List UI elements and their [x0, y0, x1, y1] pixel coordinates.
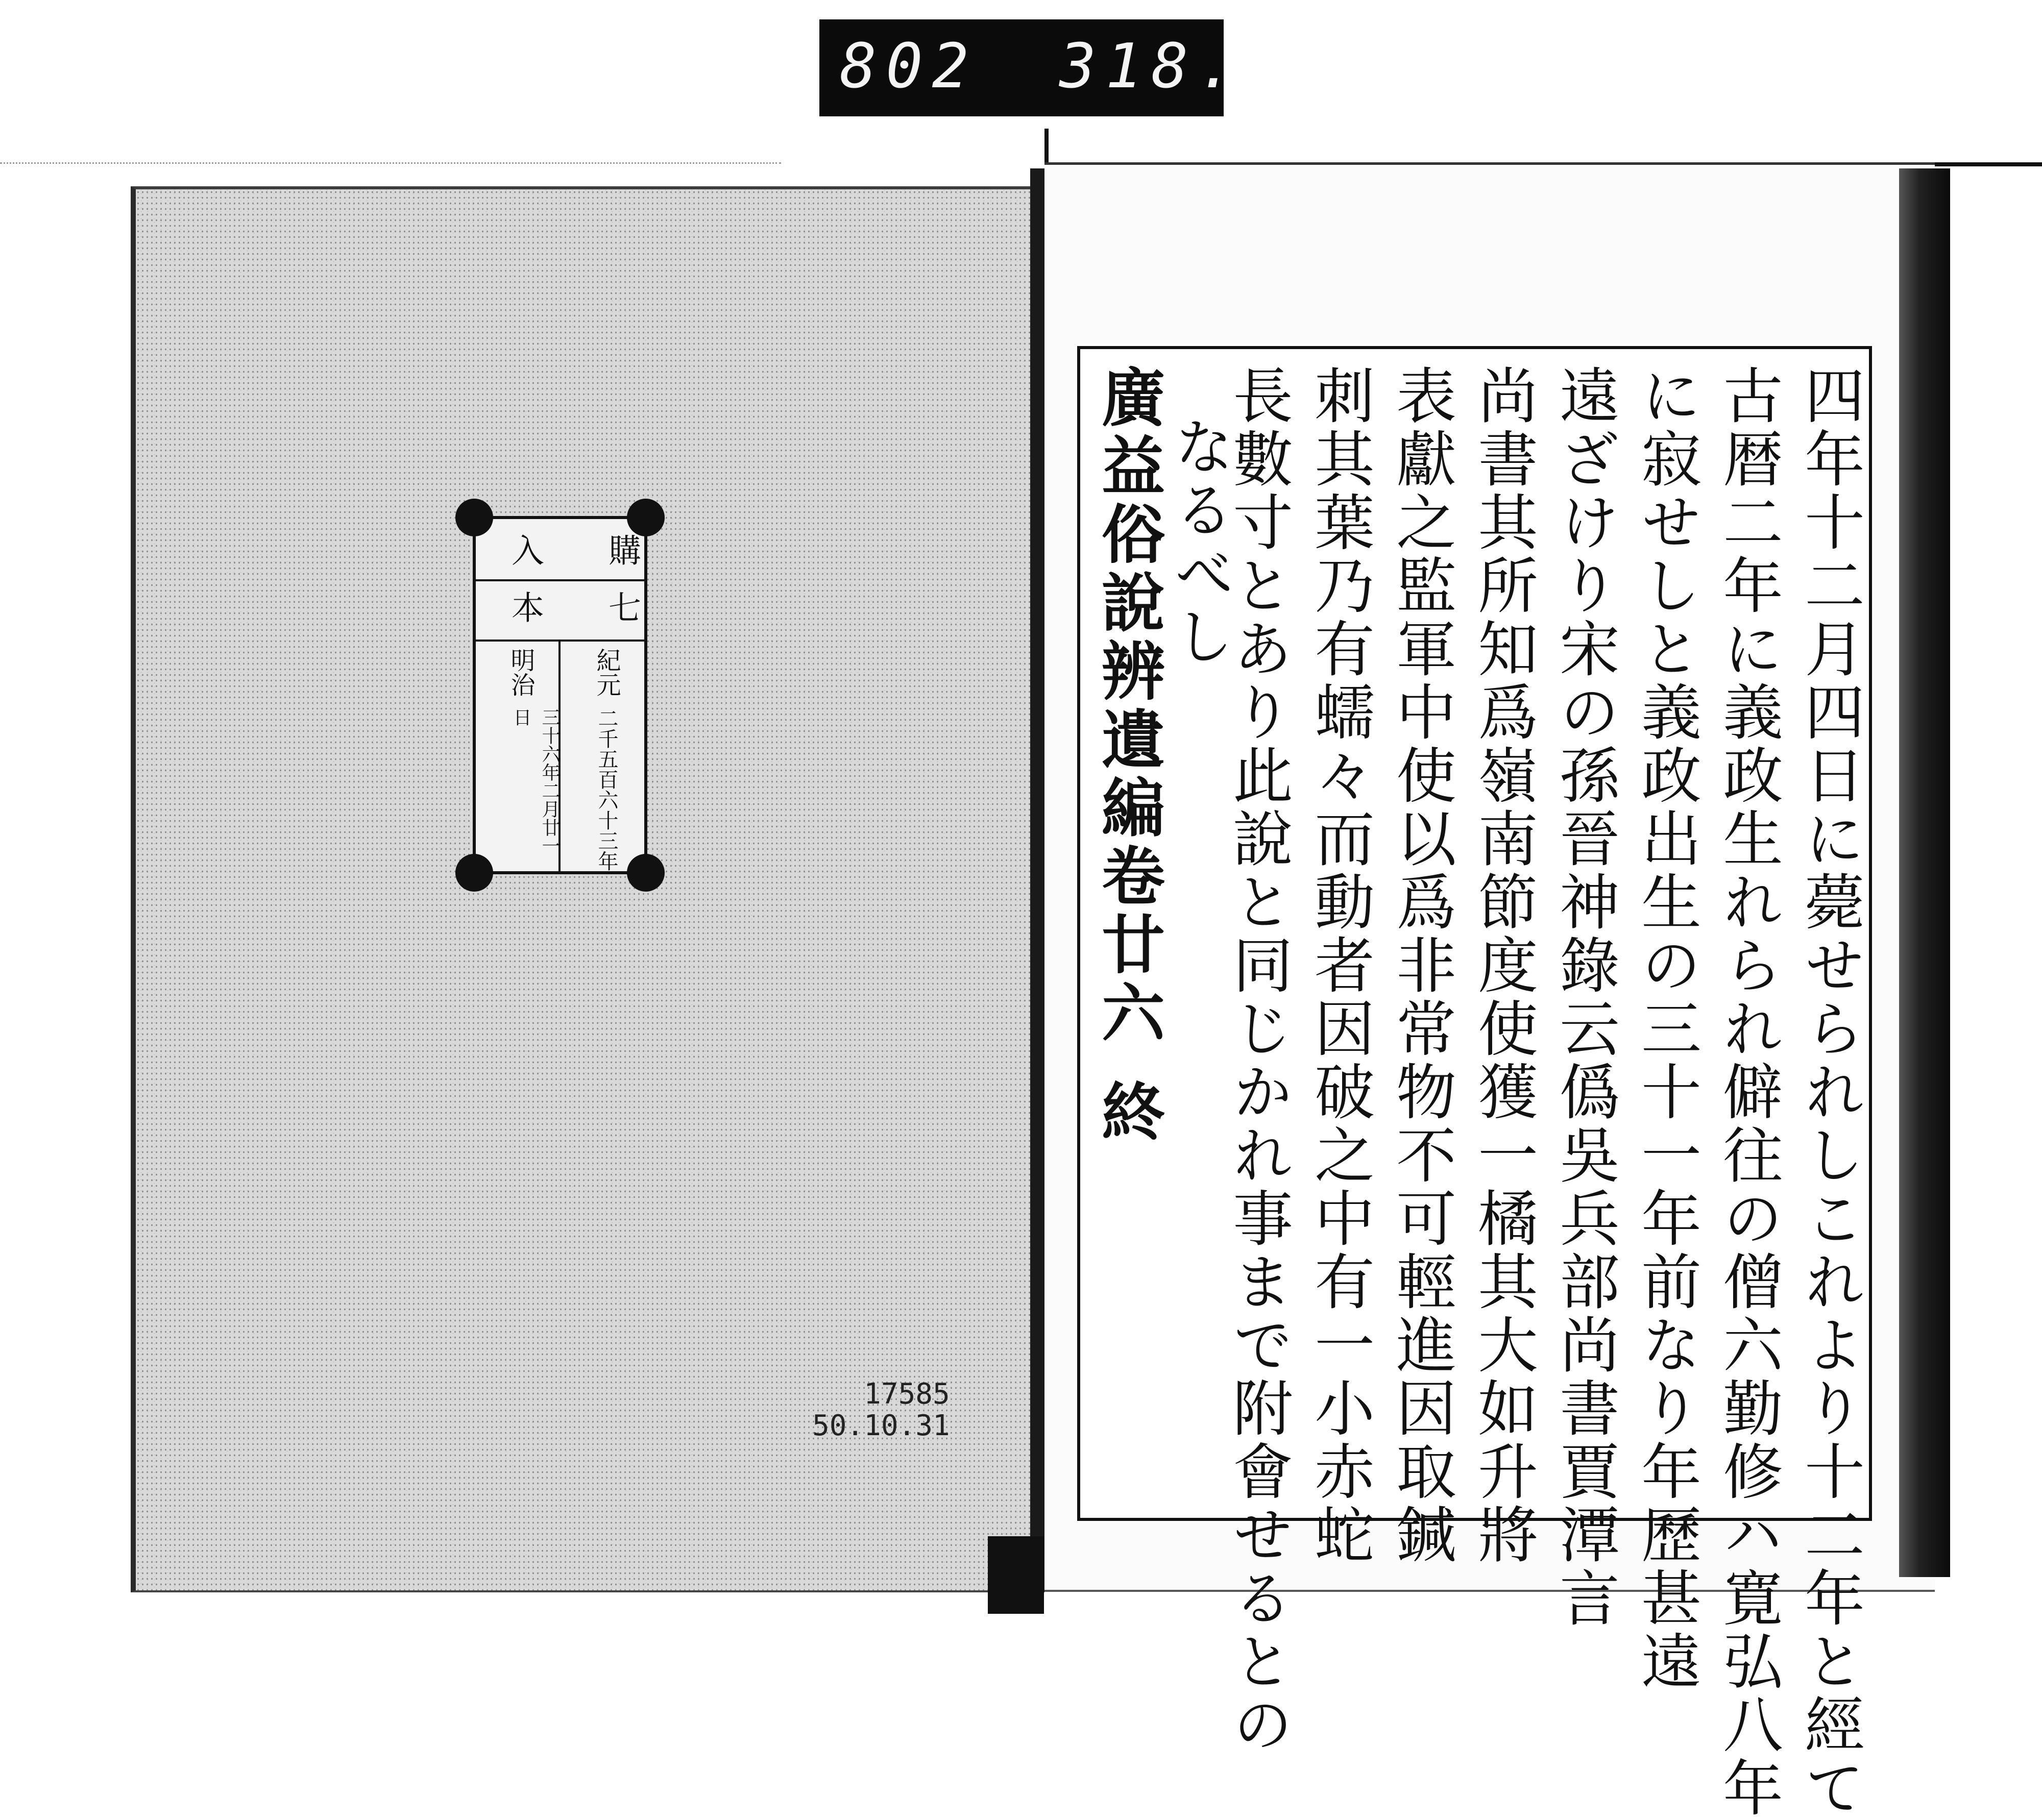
page-edge	[1899, 168, 1950, 1577]
call-number-right: 318.	[1059, 31, 1244, 102]
text-frame	[1077, 346, 1872, 1820]
stamp-copy-count: 七	[603, 591, 641, 623]
stamp-entry: 入	[506, 533, 544, 566]
call-number-plate	[819, 19, 1244, 116]
spine-foot	[988, 1536, 1044, 1614]
stamp-date-meiji: 三十六年二月廿一日	[510, 708, 560, 855]
volume-title	[1091, 364, 1165, 1147]
acquisition-stamp	[473, 516, 647, 874]
accession-date: 50.10.31	[812, 1409, 950, 1442]
text-line: 尚書其所知爲嶺南節度使獲一橘其大如升將	[1468, 364, 1538, 1567]
stamp-era-imperial: 紀元	[592, 648, 621, 697]
text-line: 長數寸とあり此說と同じかれ事まで附會せるとの	[1223, 364, 1293, 1757]
stamp-era-meiji: 明治	[506, 648, 535, 697]
text-line: 四年十二月四日に薨せられしこれより十二年と經て	[1794, 364, 1865, 1820]
stamp-year-imperial: 二千五百六十三年	[595, 708, 618, 871]
text-line: 表獻之監軍中使以爲非常物不可輕進因取鍼	[1386, 364, 1456, 1567]
volume-title-text: 廣益俗說辨遺編卷廿六	[1091, 364, 1165, 1048]
stamp-purchase: 購	[603, 533, 641, 566]
book-spine	[1030, 168, 1044, 1592]
text-line: 刺其葉乃有蠕々而動者因破之中有一小赤蛇	[1304, 364, 1375, 1567]
end-mark: 終	[1091, 1079, 1165, 1147]
scan-edge-line	[0, 162, 781, 164]
text-line: 古暦二年に義政生れられ僻往の僧六勤修ハ寛弘八年	[1713, 364, 1783, 1820]
scan-center-tick	[1044, 129, 1049, 164]
left-page	[131, 186, 1034, 1592]
stamp-copy: 本	[506, 591, 544, 623]
text-line: なるべし	[1164, 415, 1234, 669]
scan-edge-mark	[1935, 162, 2042, 166]
call-number-left: 802	[840, 31, 978, 102]
accession-mark	[812, 1379, 950, 1442]
text-line: 遠ざけり宋の孫晉神錄云僞吳兵部尚書賈潭言	[1549, 364, 1620, 1630]
accession-number: 17585	[864, 1378, 950, 1411]
text-line: に寂せしと義政出生の三十一年前なり年歷甚遠	[1631, 364, 1701, 1693]
